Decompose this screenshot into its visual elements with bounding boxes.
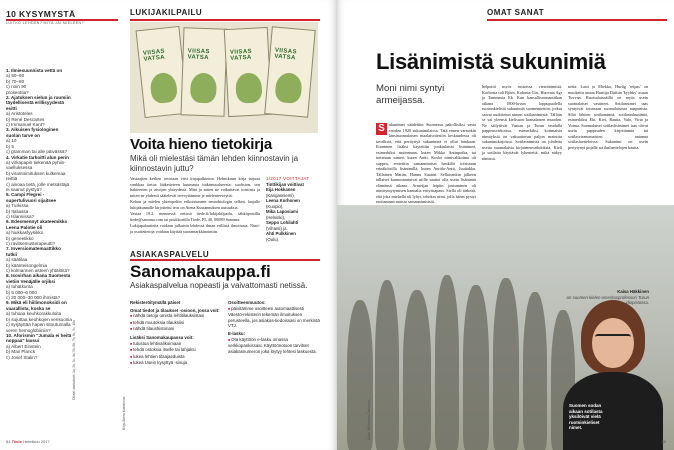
- quiz-option: a) Turkissa: [6, 203, 29, 209]
- quiz-answers: [72, 160, 78, 400]
- right-page: [337, 0, 674, 450]
- winner-name: Tinttikijan voittivat: [266, 181, 304, 187]
- quiz-question: 2. Ajatuksen sielun ja ruumiin täydellisestä erillisyydestä esitti: [6, 95, 71, 111]
- winner-name: Mika Laposiami: [266, 209, 298, 214]
- winner-place: (Helsinki),: [266, 214, 286, 220]
- service-headline: Sanomakauppa.fi: [130, 262, 271, 281]
- quiz-option: c) noin 90: [6, 84, 27, 90]
- quiz-option: b) 5: [6, 143, 14, 149]
- quiz-option: a) hiukkasfyysikko: [6, 230, 44, 236]
- winners-title: 1/2017 VOITTAJAT: [266, 176, 310, 181]
- soldier-figure: [435, 275, 459, 450]
- quiz-question: 1. Ilmiesuunnista vettä on: [6, 68, 63, 73]
- quiz-option: c) syrjäyttää hapen sitoutumalla veren hemoglobiiniin?: [6, 322, 71, 333]
- quiz-option: b) 5 000–6 000: [6, 289, 37, 295]
- quiz-option: b) sujuttaa keuhkojen verisuonia: [6, 316, 72, 322]
- quiz-option: b) Max Planck: [6, 349, 36, 355]
- quiz-option: a) virkapapin tiekenää pyhiin-vaelluksessa: [6, 159, 66, 171]
- winner-place: (Kuopio),: [266, 203, 284, 209]
- quiz-option: a) tuhatkunta: [6, 284, 33, 290]
- author-photo-glasses: [595, 334, 631, 342]
- quiz-option: b) Italiassa: [6, 208, 29, 214]
- soldier-figure: [463, 285, 489, 450]
- quiz-list: [6, 68, 72, 360]
- section-rule: [487, 19, 667, 21]
- soldier-figure: [375, 280, 399, 450]
- book-paragraph: Kehon ja mielen yhteispeliin erikoistuneen neurobiologin selkeä, laajalle lukijakunnalle kirjoitettu teos on Atena Kustannuksen uutuuksia.: [130, 199, 260, 210]
- photo-credit: Kirja: Atena Kustannus: [122, 396, 126, 430]
- page-footer: [6, 439, 50, 444]
- quiz-option: a) tuhoaa keuhkorakkuloita: [6, 311, 62, 317]
- quiz-question: 5. Campi Flegrei -supertulivuori sijaitsee: [6, 192, 57, 203]
- soldier-figure: [523, 292, 547, 450]
- quiz-option: b) käänteisongelmia: [6, 262, 48, 268]
- left-page: [0, 0, 336, 450]
- photo-credit: Kuva: Wikimedia Commons: [367, 399, 371, 440]
- winner-name: Ahti Pulkkinen: [266, 231, 296, 236]
- quiz-option: b) 70–80: [6, 78, 25, 84]
- book-cover-title: VIISAS VATSA: [187, 48, 210, 62]
- section-lukijakilpailu: LUKIJAKILPAILU: [130, 8, 203, 17]
- quiz-item: [6, 192, 72, 219]
- author-box: [559, 289, 649, 306]
- book-cover-title: VIISAS VATSA: [229, 48, 253, 62]
- service-heading: Lisäksi Sanomakaupassa voit:: [130, 334, 194, 340]
- book-cover-title: VIISAS VATSA: [142, 48, 166, 63]
- quiz-subtitle: LUITKO LEHDEN? MITÄ JÄI MIELEEN?: [6, 21, 84, 25]
- service-column-1: [130, 298, 222, 367]
- book-paragraph: Vastaajien kesken arvotaan viisi kirjapalkintoa. Helmikuun kirja tarjoaa vankkaa tietoa lääketieteen kuumasta tutkimusalueesta: suoliston, sen bakteerien ja aivojen yhteydestä. Mitä ja miten ne vaikuttavat toisiinsa ja miten ne yhdessä säätelevät terveyttämme ja mielenterveyttä.: [130, 176, 260, 198]
- quiz-option: a) Albert Einstein: [6, 343, 41, 349]
- section-asiakaspalvelu: ASIAKASPALVELU: [130, 250, 210, 259]
- quiz-item: [6, 273, 72, 300]
- quiz-question: 4. Virkatie tarkoitti alun perin: [6, 154, 69, 160]
- quiz-option: prosenttia?: [6, 89, 29, 95]
- service-heading: Omat tiedot ja tilaukset -osioon, jossa voit:: [130, 307, 220, 313]
- drop-cap: S: [376, 123, 387, 135]
- book-cover-art: [274, 72, 303, 104]
- quiz-title: 10 KYSYMYSTÄ: [6, 9, 76, 19]
- quiz-question: 3. Aikuisen fysiologinen suolan tarve on: [6, 127, 59, 138]
- quiz-option: c) Immanuel Kant?: [6, 122, 45, 128]
- article-column-1: [376, 122, 476, 205]
- winner-place: (Oulu).: [266, 236, 280, 242]
- soldier-figure: [403, 290, 431, 450]
- winner-place: (Kangasniemi),: [266, 192, 295, 198]
- winner-place: (Vihanti) ja: [266, 225, 287, 231]
- article-headline: Lisänimistä sukunimiä: [376, 49, 606, 74]
- winner-name: Seppo Lohilahti: [266, 220, 299, 225]
- service-list-item: ■ lukea Usein kysyttyä -sivuja: [130, 360, 222, 367]
- winner-name: Leena Korhonen: [266, 198, 300, 203]
- service-heading: E-lasku:: [228, 330, 246, 336]
- service-list-item: ■ päivitämme osoitteesi automaattisesti Väestö-rekisterin tekemän ilmoituksen perusteella, jos asiakas-tiedoissasi on merkintä VTJ.: [228, 306, 320, 329]
- quiz-question: 6. Edesmennyt akateemikko Leena Palotie oli: [6, 219, 68, 230]
- article-text: netta: Lasti ja Miekka, Hurtig 'reipas' on muokattu asuun Hurttija Duftiin 'kyyhky' asuun Tuvvan. Ruotsalaisnäillä on myös usein suomalaiset vastineet. Sotilasnimet taas syntyivät toisinaan suomalaisesta naapurista. Siltä lähtien sotilaanimiä, sotilassukunimiä, esimerkiksi Eki, Kivi, Rautia, Valo, Virta ja Voima. Suomalaiset sotilaslisänimet taas olivat usein pappeuden kirjoittamia tai sotilasviranomaisten antamia sotilasluetteloissa. Sukunimi on usein periytynyt pojalle sotilasluettelojen kautta.: [568, 84, 648, 150]
- book-paragraph: Vastaa 19.2. mennessä netissä tiede.fi/lukijakilpailu, sähköpostilla tiede@sanoma.com tai postikortilla Tiede, PL 40, 00089 Sanoma.: [130, 211, 260, 222]
- quiz-option: c) ainoaa tietä, jolle metsästäjä ei saanut pystyä?: [6, 181, 70, 192]
- quiz-option: b) geneetikko: [6, 235, 34, 241]
- service-list-item: ■ lukea lehtien tilaajaeduista: [130, 354, 222, 361]
- quiz-question: 10. Aforismin "Jumala ei heitä noppaa" lausui: [6, 332, 72, 344]
- soldier-figure: [493, 278, 519, 450]
- quiz-option: c) Islannissa?: [6, 213, 35, 219]
- service-list-item: ■ nähdä tietoja omista lehtitilauksistasi: [130, 313, 222, 320]
- author-name: Kaisa Häkkinen: [617, 289, 649, 294]
- quiz-item: [6, 155, 72, 193]
- section-rule: [130, 19, 320, 21]
- quiz-item: [6, 219, 72, 246]
- quiz-option: c) kolmannen asteen yhtälöitä?: [6, 268, 70, 274]
- article-subhead: Moni nimi syntyi armeijassa.: [376, 83, 445, 106]
- quiz-option: c) gramman tai alle päivässä?: [6, 149, 68, 155]
- service-subhead: Asiakaspalvelua nopeasti ja vaivattomasti netissä.: [130, 281, 308, 290]
- article-text: ukunimet säädettiin Suomessa pakollisiksi vasta vuoden 1920 sukunimilaissa. Tätä ennen varsinkin länsisuomalaisen maalaisväestön keskuudessa oli tavallista, että perityttyä sukunimeä ei ollut lainkaan. Etunimen lisäksi käytettiin jonkinlaista lisänimeä, esimerkiksi asuinmaan, kuten Mikko Antinpoika, tai tottatuun nimeä, kuten Antti. Koska nimivalikoima oli suppea, erotettiin samannimiset henkilöt toisistaan erinäköisillä lisänimillä, kuten Anttila-Antti, Juuttakka. Tällainen Mattin, Hannu Suutari. Sellaisenkin jälkeen tällaiset kunnostautuivat niille saattoi olla usein lisänimiä elämänsä aikana. Armeijan leipiin joutuminen oli nimisyntytymisen kannalta erityistapaus. Siellä oli tärkeää, että joka miehellä oli lyhyt, tehokas nimi, jolla hänet pystyi erottamaan muista samannimisistä.: [376, 122, 476, 204]
- quiz-option: a) 50–60: [6, 73, 25, 79]
- service-list-item: ■ tehdä muutoksia tilauksiisi: [130, 320, 222, 327]
- section-rule: [130, 259, 320, 261]
- article-text: helpoitti myös rustoissa viestittämistä. Korhosta tuli Björn, Kuhasta Gös, Huovata Agr ja Tammesta Ek. Kun kansallisromantiikan aikana 1800-luvun loppupuolella ruotsinkielisiä sukunimiä suomennettiin, jotkut saivat uudistetun nimen sotilasnimestä. Tällöin se sai yleensä kielisuon kansalaisen muodon. Ne säilyttivät Vaasan ja Turun seudulla pappeusvirkoissa, esimerkiksi kotimaisia nimityksiä on vakuuttavan paljon mainittu sukunimikirjoissa. Sotilasnimistä on johdettu useita suomalaisia kirjaimenvaihdoksia. Kieli ja sotilaita käyttävät lyhenteitä, mikä näkyy nimissä.: [482, 84, 562, 161]
- quiz-option: c) 20 000–30 000 ihmistä?: [6, 295, 61, 301]
- book-cover-art: [149, 72, 178, 105]
- photo-caption: Suomen sodan aikaan sotilasta yksilöivät vielä ruotsinkieliset nimet.: [569, 403, 603, 431]
- quiz-question: 8. Isovirhan aikana Suomesta vietiin Venäjälle orjiksi: [6, 273, 71, 284]
- book-photo: [130, 22, 318, 133]
- quiz-option: a) Aristoteles: [6, 111, 33, 117]
- service-heading: Rekisteröitymällä päiset: [130, 300, 181, 305]
- book-cover: [180, 27, 227, 116]
- service-list-item: ■ tehdä ostoksia itselle tai lahjaksi: [130, 347, 222, 354]
- book-cover-art: [235, 72, 263, 103]
- book-paragraph: Lukijapalautteita voidaan julkaista lehdessä ilman erillistä ilmoitusta. Nimi- ja osoitetietoja voidaan käyttää suoramarkkinointiin.: [130, 223, 260, 234]
- magazine-name: Tiede: [11, 439, 22, 444]
- issue-date: Helmikuu 2017: [23, 439, 50, 444]
- service-heading: Osoitteenmuutos:: [228, 300, 266, 305]
- book-subhead: Mikä oli mielestäsi tämän lehden kiinnostavin ja kiinnostavin juttu?: [130, 154, 299, 173]
- quiz-answers-text: Oikeat vastaukset: 1a, 2b, 3c, 4b, 5b, 6b, 7b, 8c, 9c, 10a: [72, 320, 76, 400]
- quiz-item: [6, 333, 72, 360]
- author-role: on suomen kielen emeritusprofessori Turun yliopistossa.: [566, 294, 649, 305]
- author-photo-face: [592, 318, 634, 368]
- quiz-option: c) Josef Stalin?: [6, 354, 38, 360]
- article-column-2: [482, 84, 562, 161]
- winner-name: Eija Hokkanen: [266, 187, 296, 192]
- book-cover-title: VIISAS VATSA: [274, 47, 298, 62]
- quiz-item: [6, 246, 72, 273]
- quiz-item: [6, 95, 72, 127]
- quiz-question: 7. Inversiomatemaattikko tutkii: [6, 246, 61, 257]
- winners-box: [266, 176, 322, 242]
- page-number: 84: [6, 439, 11, 444]
- service-column-2: [228, 298, 320, 354]
- quiz-option: b) virantoimituksen kulkemaa reittiä: [6, 170, 66, 182]
- quiz-item: [6, 68, 72, 95]
- quiz-question: 9. Mikä eli hiilimonoksidi on vaarallista, koska se: [6, 300, 67, 311]
- service-list-item: ■ nähdä tilaushistoriasi: [130, 326, 222, 333]
- book-body: [130, 176, 260, 235]
- page-number: 85: [661, 439, 666, 444]
- quiz-item: [6, 127, 72, 154]
- service-list-item: ■ Ota käyttöön e-lasku omassa verkkopankissasi. Käyttöönotoon tarvitset asiakasnumeron joka löytyy lehtesi laskuesta.: [228, 337, 320, 355]
- book-headline: Voita hieno tietokirja: [130, 136, 273, 153]
- quiz-option: c) ravitsemusterapeutti?: [6, 241, 56, 246]
- quiz-option: a) 10: [6, 138, 17, 144]
- service-list-item: ■ tutustua lehtivalikoimaan: [130, 341, 222, 348]
- quiz-item: [6, 300, 72, 332]
- quiz-option: b) René Descartes: [6, 116, 45, 122]
- article-column-3: [568, 84, 648, 284]
- book-cover: [264, 26, 316, 117]
- quiz-option: a) säätilaa: [6, 257, 28, 263]
- section-omat-sanat: OMAT SANAT: [487, 8, 545, 17]
- book-cover-art: [190, 73, 217, 104]
